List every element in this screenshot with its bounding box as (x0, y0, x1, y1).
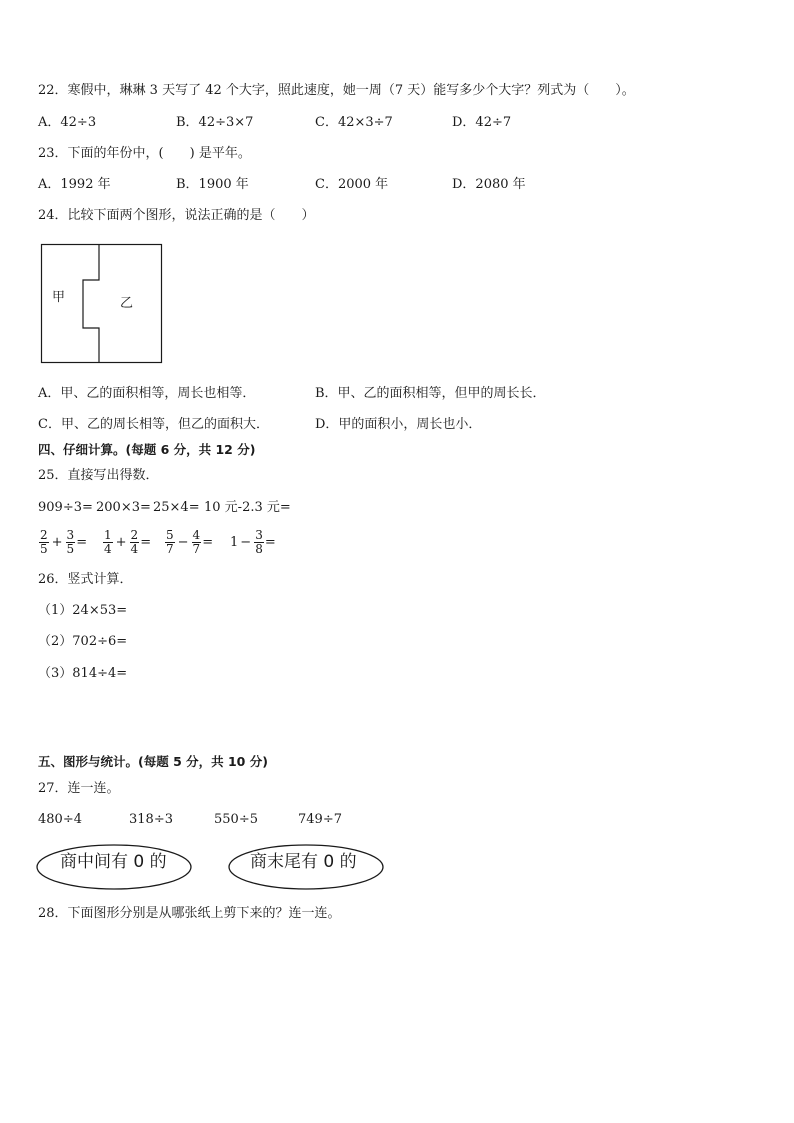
fraction (66, 529, 76, 556)
operator: + (51, 535, 63, 550)
denominator: 4 (130, 542, 139, 556)
q25-fraction-expr-3 (164, 529, 213, 556)
q27-expression-3: 550÷5 (214, 812, 258, 827)
equals-sign: = (202, 535, 214, 550)
whole-number: 1 (230, 535, 239, 550)
q24-option-c: C．甲、乙的周长相等，但乙的面积大． (38, 417, 269, 432)
q25-stem: 25．直接写出得数． (38, 468, 159, 483)
q23-stem: 23．下面的年份中，( ) 是平年。 (38, 146, 251, 161)
q27-expression-1: 480÷4 (38, 812, 82, 827)
q25-fraction-expr-4 (230, 529, 276, 556)
q27-oval-label-2: 商末尾有 0 的 (250, 852, 357, 872)
denominator: 8 (255, 542, 263, 556)
q28-stem: 28．下面图形分别是从哪张纸上剪下来的？连一连。 (38, 906, 341, 921)
denominator: 7 (192, 542, 201, 556)
q22-stem: 22．寒假中，琳琳 3 天写了 42 个大字，照此速度，她一周（7 天）能写多少个大字？列式为（ ）。 (38, 83, 635, 98)
q24-option-a: A．甲、乙的面积相等，周长也相等． (38, 386, 256, 401)
q25-calc-1: 909÷3= (38, 500, 93, 515)
denominator: 5 (66, 542, 75, 556)
section4-title: 四、仔细计算。(每题 6 分，共 12 分) (38, 442, 256, 457)
q24-option-b: B．甲、乙的面积相等，但甲的周长长． (315, 386, 546, 401)
numerator: 3 (66, 528, 75, 542)
denominator: 7 (166, 542, 174, 556)
q25-calc-4: 10 元-2.3 元= (204, 500, 291, 515)
equals-sign: = (140, 535, 152, 550)
q24-figure-label-yi: 乙 (120, 296, 134, 311)
q27-stem: 27．连一连。 (38, 781, 120, 796)
q22-option-a: A．42÷3 (38, 115, 97, 130)
q24-option-d: D．甲的面积小，周长也小． (315, 417, 482, 432)
numerator: 3 (255, 528, 263, 542)
q25-fraction-expr-2 (102, 529, 151, 556)
denominator: 4 (104, 542, 112, 556)
section5-title: 五、图形与统计。(每题 5 分，共 10 分) (38, 754, 268, 769)
operator: − (240, 535, 252, 550)
q26-item-1: （1）24×53= (38, 603, 128, 618)
fraction (103, 529, 113, 556)
operator: − (177, 535, 189, 550)
numerator: 4 (192, 528, 201, 542)
fraction (130, 529, 140, 556)
equals-sign: = (76, 535, 88, 550)
q23-option-c: C．2000 年 (315, 177, 389, 192)
q24-figure-label-jia: 甲 (52, 290, 66, 305)
fraction (165, 529, 175, 556)
numerator: 2 (130, 528, 139, 542)
operator: + (115, 535, 127, 550)
numerator: 2 (40, 528, 48, 542)
q22-option-d: D．42÷7 (452, 115, 512, 130)
q22-option-b: B．42÷3×7 (176, 115, 254, 130)
q23-option-d: D．2080 年 (452, 177, 526, 192)
q22-option-c: C．42×3÷7 (315, 115, 393, 130)
q25-fraction-expr-1 (38, 529, 87, 556)
q23-option-b: B．1900 年 (176, 177, 249, 192)
q26-item-3: （3）814÷4= (38, 666, 128, 681)
q23-option-a: A．1992 年 (38, 177, 111, 192)
q24-stem: 24．比较下面两个图形，说法正确的是（ ） (38, 208, 315, 223)
equals-sign: = (264, 535, 276, 550)
q26-item-2: （2）702÷6= (38, 634, 128, 649)
q27-expression-4: 749÷7 (298, 812, 342, 827)
fraction (39, 529, 49, 556)
q25-calc-3: 25×4= (153, 500, 200, 515)
fraction (254, 529, 264, 556)
numerator: 1 (104, 528, 112, 542)
q27-expression-2: 318÷3 (129, 812, 173, 827)
q25-calc-2: 200×3= (96, 500, 151, 515)
q24-figure-divider-line (83, 245, 99, 363)
q26-stem: 26．竖式计算． (38, 572, 133, 587)
denominator: 5 (40, 542, 48, 556)
numerator: 5 (166, 528, 174, 542)
fraction (192, 529, 202, 556)
q27-oval-label-1: 商中间有 0 的 (60, 852, 167, 872)
